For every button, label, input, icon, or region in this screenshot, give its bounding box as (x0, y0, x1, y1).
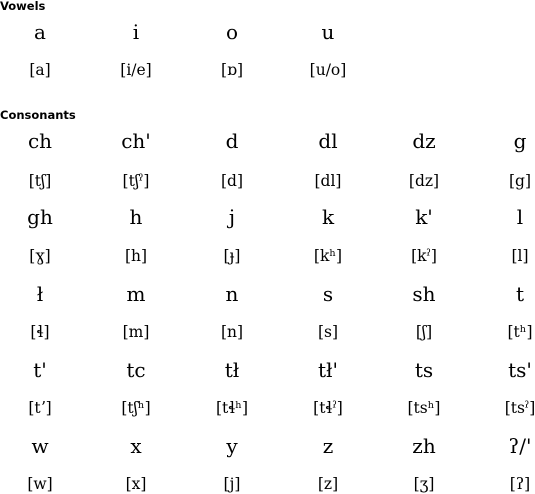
ipa-transcription: [d] (220, 172, 244, 190)
consonants-heading: Consonants (0, 108, 76, 122)
ipa-transcription: [ʔ] (509, 475, 531, 493)
ipa-transcription: [tʃˀ] (122, 172, 150, 190)
ipa-transcription: [tɬʰ] (215, 399, 249, 417)
ipa-transcription: [ʃ] (415, 323, 433, 341)
letter: gh (27, 205, 53, 229)
ipa-transcription: [ɒ] (220, 61, 244, 79)
letter: ts' (508, 358, 532, 382)
ipa-transcription: [z] (317, 475, 339, 493)
letter: l (516, 205, 524, 229)
ipa-transcription: [h] (124, 247, 148, 265)
ipa-transcription: [tʼ] (28, 399, 52, 417)
ipa-transcription: [tsˀ] (504, 399, 535, 417)
letter: tc (126, 358, 146, 382)
letter: ł (36, 282, 44, 306)
ipa-transcription: [l] (511, 247, 529, 265)
vowels-heading: Vowels (0, 0, 46, 13)
letter: zh (412, 434, 436, 458)
letter: a (34, 20, 46, 44)
ipa-transcription: [j] (223, 475, 241, 493)
ipa-transcription: [i/e] (120, 61, 152, 79)
letter: tł' (317, 358, 339, 382)
letter: x (130, 434, 142, 458)
ipa-transcription: [tʃʰ] (121, 399, 151, 417)
letter: d (225, 129, 239, 153)
letter: o (225, 20, 239, 44)
ipa-transcription: [a] (29, 61, 51, 79)
letter: t' (33, 358, 47, 382)
letter: dz (412, 129, 436, 153)
letter: k' (415, 205, 433, 229)
ipa-transcription: [kʰ] (313, 247, 343, 265)
letter: i (132, 20, 140, 44)
letter: h (129, 205, 143, 229)
ipa-transcription: [w] (27, 475, 53, 493)
letter: t (515, 282, 525, 306)
letter: m (126, 282, 146, 306)
letter: ch' (121, 129, 151, 153)
ipa-transcription: [g] (508, 172, 532, 190)
letter: dl (318, 129, 338, 153)
ipa-transcription: [u/o] (309, 61, 347, 79)
ipa-transcription: [tʰ] (507, 323, 533, 341)
letter: w (31, 434, 49, 458)
letter: n (225, 282, 239, 306)
letter: u (321, 20, 335, 44)
ipa-transcription: [ɬ] (30, 323, 50, 341)
ipa-transcription: [kˀ] (411, 247, 437, 265)
ipa-transcription: [ɣ] (29, 247, 51, 265)
ipa-transcription: [ɟ] (223, 247, 241, 265)
letter: z (322, 434, 334, 458)
ipa-transcription: [m] (122, 323, 150, 341)
letter: k (321, 205, 335, 229)
ipa-transcription: [x] (125, 475, 147, 493)
letter: ch (27, 129, 53, 153)
letter: j (228, 205, 236, 229)
ipa-transcription: [dz] (408, 172, 440, 190)
letter: ts (414, 358, 434, 382)
letter: s (322, 282, 334, 306)
ipa-transcription: [dl] (314, 172, 342, 190)
ipa-transcription: [tʃ] (28, 172, 52, 190)
letter: y (226, 434, 238, 458)
ipa-transcription: [tsʰ] (407, 399, 441, 417)
ipa-transcription: [ʒ] (413, 475, 435, 493)
ipa-transcription: [tɬˀ] (313, 399, 343, 417)
ipa-transcription: [n] (220, 323, 244, 341)
letter: g (513, 129, 527, 153)
letter: ʔ/' (508, 434, 532, 458)
ipa-transcription: [s] (317, 323, 339, 341)
letter: tł (224, 358, 240, 382)
letter: sh (412, 282, 436, 306)
